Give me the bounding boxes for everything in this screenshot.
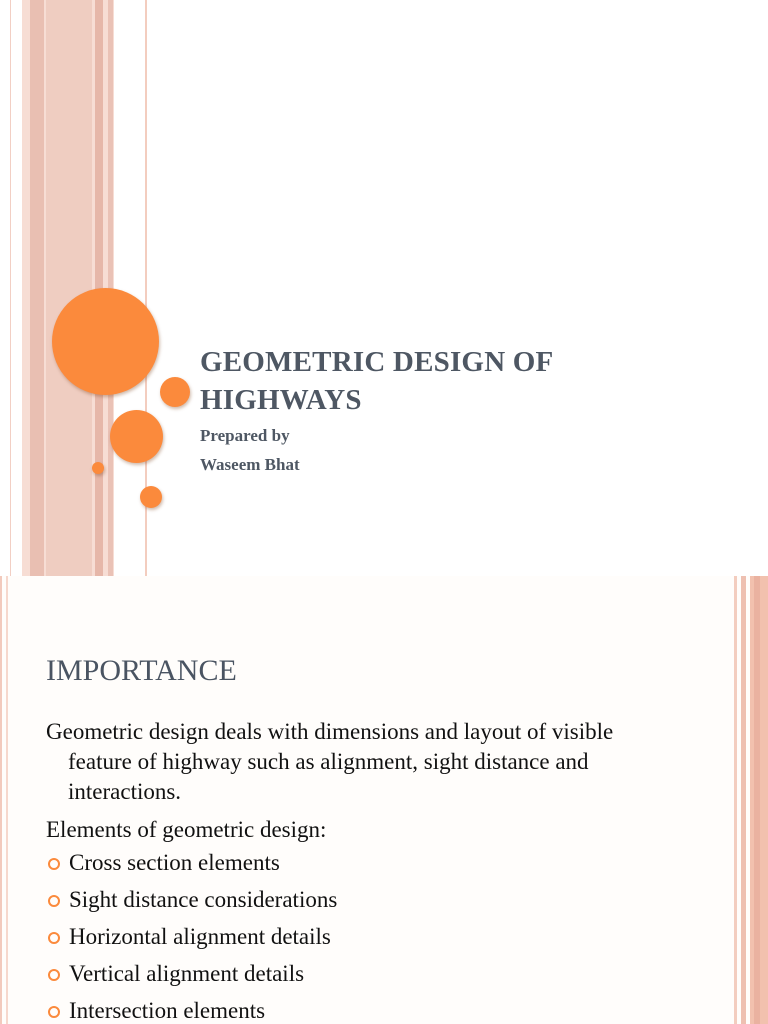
decor-stripe [741, 576, 746, 1024]
list-item-text: Cross section elements [69, 850, 280, 875]
decor-circle-large [52, 288, 159, 395]
list-item [46, 959, 337, 996]
bullet-list [46, 848, 337, 1024]
circle-bullet-icon [48, 932, 60, 944]
list-item [46, 885, 337, 922]
list-item-text: Horizontal alignment details [69, 924, 331, 949]
list-item [46, 996, 337, 1024]
list-item [46, 848, 337, 885]
decor-circle [92, 462, 104, 474]
slide-title: IMPORTANCE [46, 654, 237, 687]
decor-stripe [46, 0, 92, 576]
circle-bullet-icon [48, 858, 60, 870]
list-item-text: Intersection elements [69, 998, 266, 1023]
subtitle-prepared-by: Prepared by [200, 426, 290, 445]
decor-circle [160, 377, 190, 407]
decor-stripe [10, 0, 11, 576]
title-line: HIGHWAYS [200, 384, 362, 416]
decor-circle [140, 486, 162, 508]
decor-stripe [754, 576, 760, 1024]
subtitle-author: Waseem Bhat [200, 455, 300, 474]
decor-stripe [734, 576, 737, 1024]
circle-bullet-icon [48, 1006, 60, 1018]
slide-title [200, 343, 720, 419]
title-line: GEOMETRIC DESIGN OF [200, 346, 554, 378]
body-paragraph-elements: Elements of geometric design: [46, 817, 327, 842]
content-slide [0, 576, 768, 1024]
circle-bullet-icon [48, 895, 60, 907]
decor-circle [110, 410, 163, 463]
decor-stripe [30, 0, 44, 576]
circle-bullet-icon [48, 969, 60, 981]
decor-stripe [0, 576, 2, 1024]
list-item-text: Sight distance considerations [69, 887, 338, 912]
decor-stripe [6, 576, 8, 1024]
list-item [46, 922, 337, 959]
body-paragraph: Geometric design deals with dimensions and layout of visible feature of highway such as alignment, sight distance and interactions. [46, 719, 614, 804]
list-item-text: Vertical alignment details [69, 961, 305, 986]
